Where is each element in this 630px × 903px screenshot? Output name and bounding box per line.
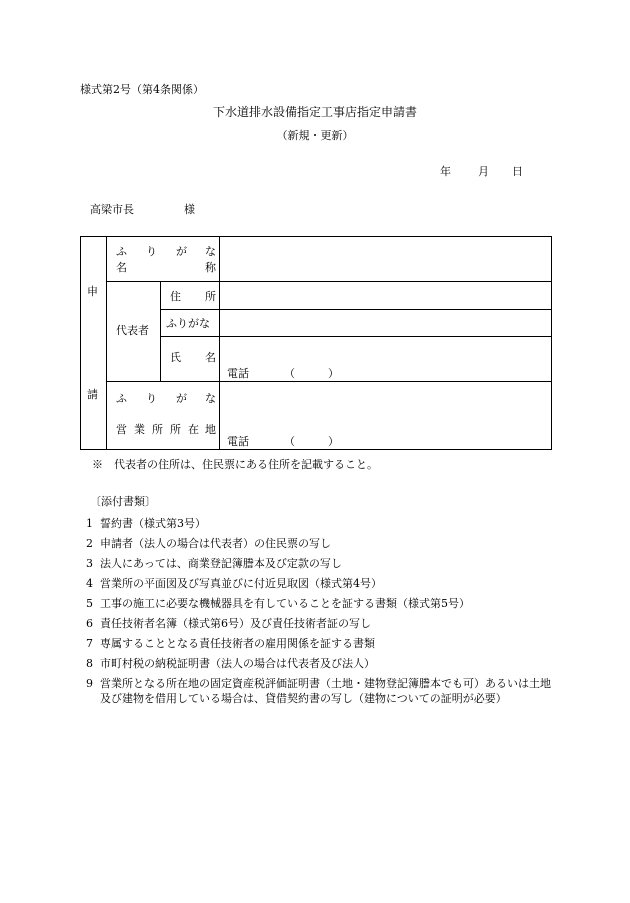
office-location-char: 業: [134, 423, 145, 436]
date-month-label: 月: [478, 165, 489, 178]
addressee-honorific: 様: [184, 203, 195, 216]
office-location-char: 在: [188, 423, 199, 436]
attachment-number: 6: [86, 617, 93, 630]
label-column-divider: [219, 236, 220, 450]
attachments-heading: 〔添付書類〕: [90, 495, 156, 508]
table-border-top: [80, 236, 552, 237]
attachment-text: 専属することとなる責任技術者の雇用関係を証する書類: [100, 637, 375, 650]
table-border-right: [551, 236, 552, 450]
attachment-text: 工事の施工に必要な機械器具を有していることを証する書類（様式第5号）: [100, 597, 470, 610]
office-phone-label: 電話: [227, 435, 249, 448]
furigana-char: ふ: [116, 245, 127, 258]
attachment-item: [86, 556, 556, 571]
attachment-number: 8: [86, 657, 93, 670]
side-column-divider: [106, 236, 107, 450]
side-label-bottom: 請: [87, 388, 98, 401]
office-furigana-char: な: [205, 392, 216, 405]
rep-name-label-char: 名: [205, 351, 216, 364]
attachment-text: 営業所となる所在地の固定資産税評価証明書（土地・建物登記簿謄本でも可）あるいは土地及び建物を借用している場合は、貸借契約書の写し（建物についての証明が必要）: [100, 677, 551, 705]
office-phone-parens: （ ）: [284, 435, 339, 448]
rep-column-divider: [160, 281, 161, 381]
address-note: ※ 代表者の住所は、住民票にある住所を記載すること。: [92, 458, 378, 471]
attachment-item: [86, 656, 556, 671]
rep-furigana-label: ふりがな: [166, 317, 210, 330]
address-label-char: 所: [205, 290, 216, 303]
attachment-item: [86, 516, 556, 531]
addressee: 高梁市長: [90, 203, 134, 216]
attachment-item: [86, 676, 556, 706]
office-furigana-char: り: [146, 392, 157, 405]
form-number: 様式第2号（第4条関係）: [80, 83, 204, 96]
name-label-char: 称: [205, 261, 216, 274]
office-location-char: 所: [170, 423, 181, 436]
office-location-char: 営: [116, 423, 127, 436]
attachment-item: [86, 636, 556, 651]
attachment-number: 1: [86, 517, 93, 530]
furigana-char: が: [176, 245, 187, 258]
table-border-left: [80, 236, 81, 450]
office-furigana-char: が: [176, 392, 187, 405]
row-divider-1: [106, 281, 552, 282]
office-furigana-char: ふ: [116, 392, 127, 405]
row-divider-4: [106, 381, 552, 382]
office-location-char: 所: [152, 423, 163, 436]
document-subtitle: （新規・更新）: [276, 129, 354, 142]
side-label-top: 申: [87, 285, 98, 298]
row-divider-2: [160, 309, 552, 310]
address-label-char: 住: [170, 290, 181, 303]
attachment-number: 5: [86, 597, 93, 610]
attachment-item: [86, 616, 556, 631]
attachment-number: 9: [86, 677, 93, 690]
document-title: 下水道排水設備指定工事店指定申請書: [212, 105, 417, 119]
attachment-number: 7: [86, 637, 93, 650]
office-location-char: 地: [205, 423, 216, 436]
attachment-text: 誓約書（様式第3号）: [100, 517, 206, 530]
rep-name-label-char: 氏: [170, 351, 181, 364]
attachment-number: 2: [86, 537, 93, 550]
row-divider-3: [160, 336, 552, 337]
attachment-item: [86, 536, 556, 551]
table-border-bottom: [80, 449, 552, 450]
attachment-text: 営業所の平面図及び写真並びに付近見取図（様式第4号）: [100, 577, 382, 590]
phone-label: 電話: [227, 367, 249, 380]
attachment-text: 市町村税の納税証明書（法人の場合は代表者及び法人）: [100, 657, 375, 670]
representative-label: 代表者: [116, 324, 149, 337]
attachment-item: [86, 596, 556, 611]
attachment-number: 3: [86, 557, 93, 570]
attachment-item: [86, 576, 556, 591]
attachment-number: 4: [86, 577, 93, 590]
furigana-char: な: [205, 245, 216, 258]
attachments-list: [86, 516, 556, 711]
application-table: [80, 236, 552, 450]
date-year-label: 年: [440, 165, 451, 178]
phone-parens: （ ）: [284, 367, 339, 380]
date-day-label: 日: [512, 165, 523, 178]
attachment-text: 申請者（法人の場合は代表者）の住民票の写し: [100, 537, 331, 550]
name-label-char: 名: [116, 261, 127, 274]
attachment-text: 法人にあっては、商業登記簿謄本及び定款の写し: [100, 557, 342, 570]
furigana-char: り: [146, 245, 157, 258]
attachment-text: 責任技術者名簿（様式第6号）及び責任技術者証の写し: [100, 617, 371, 630]
